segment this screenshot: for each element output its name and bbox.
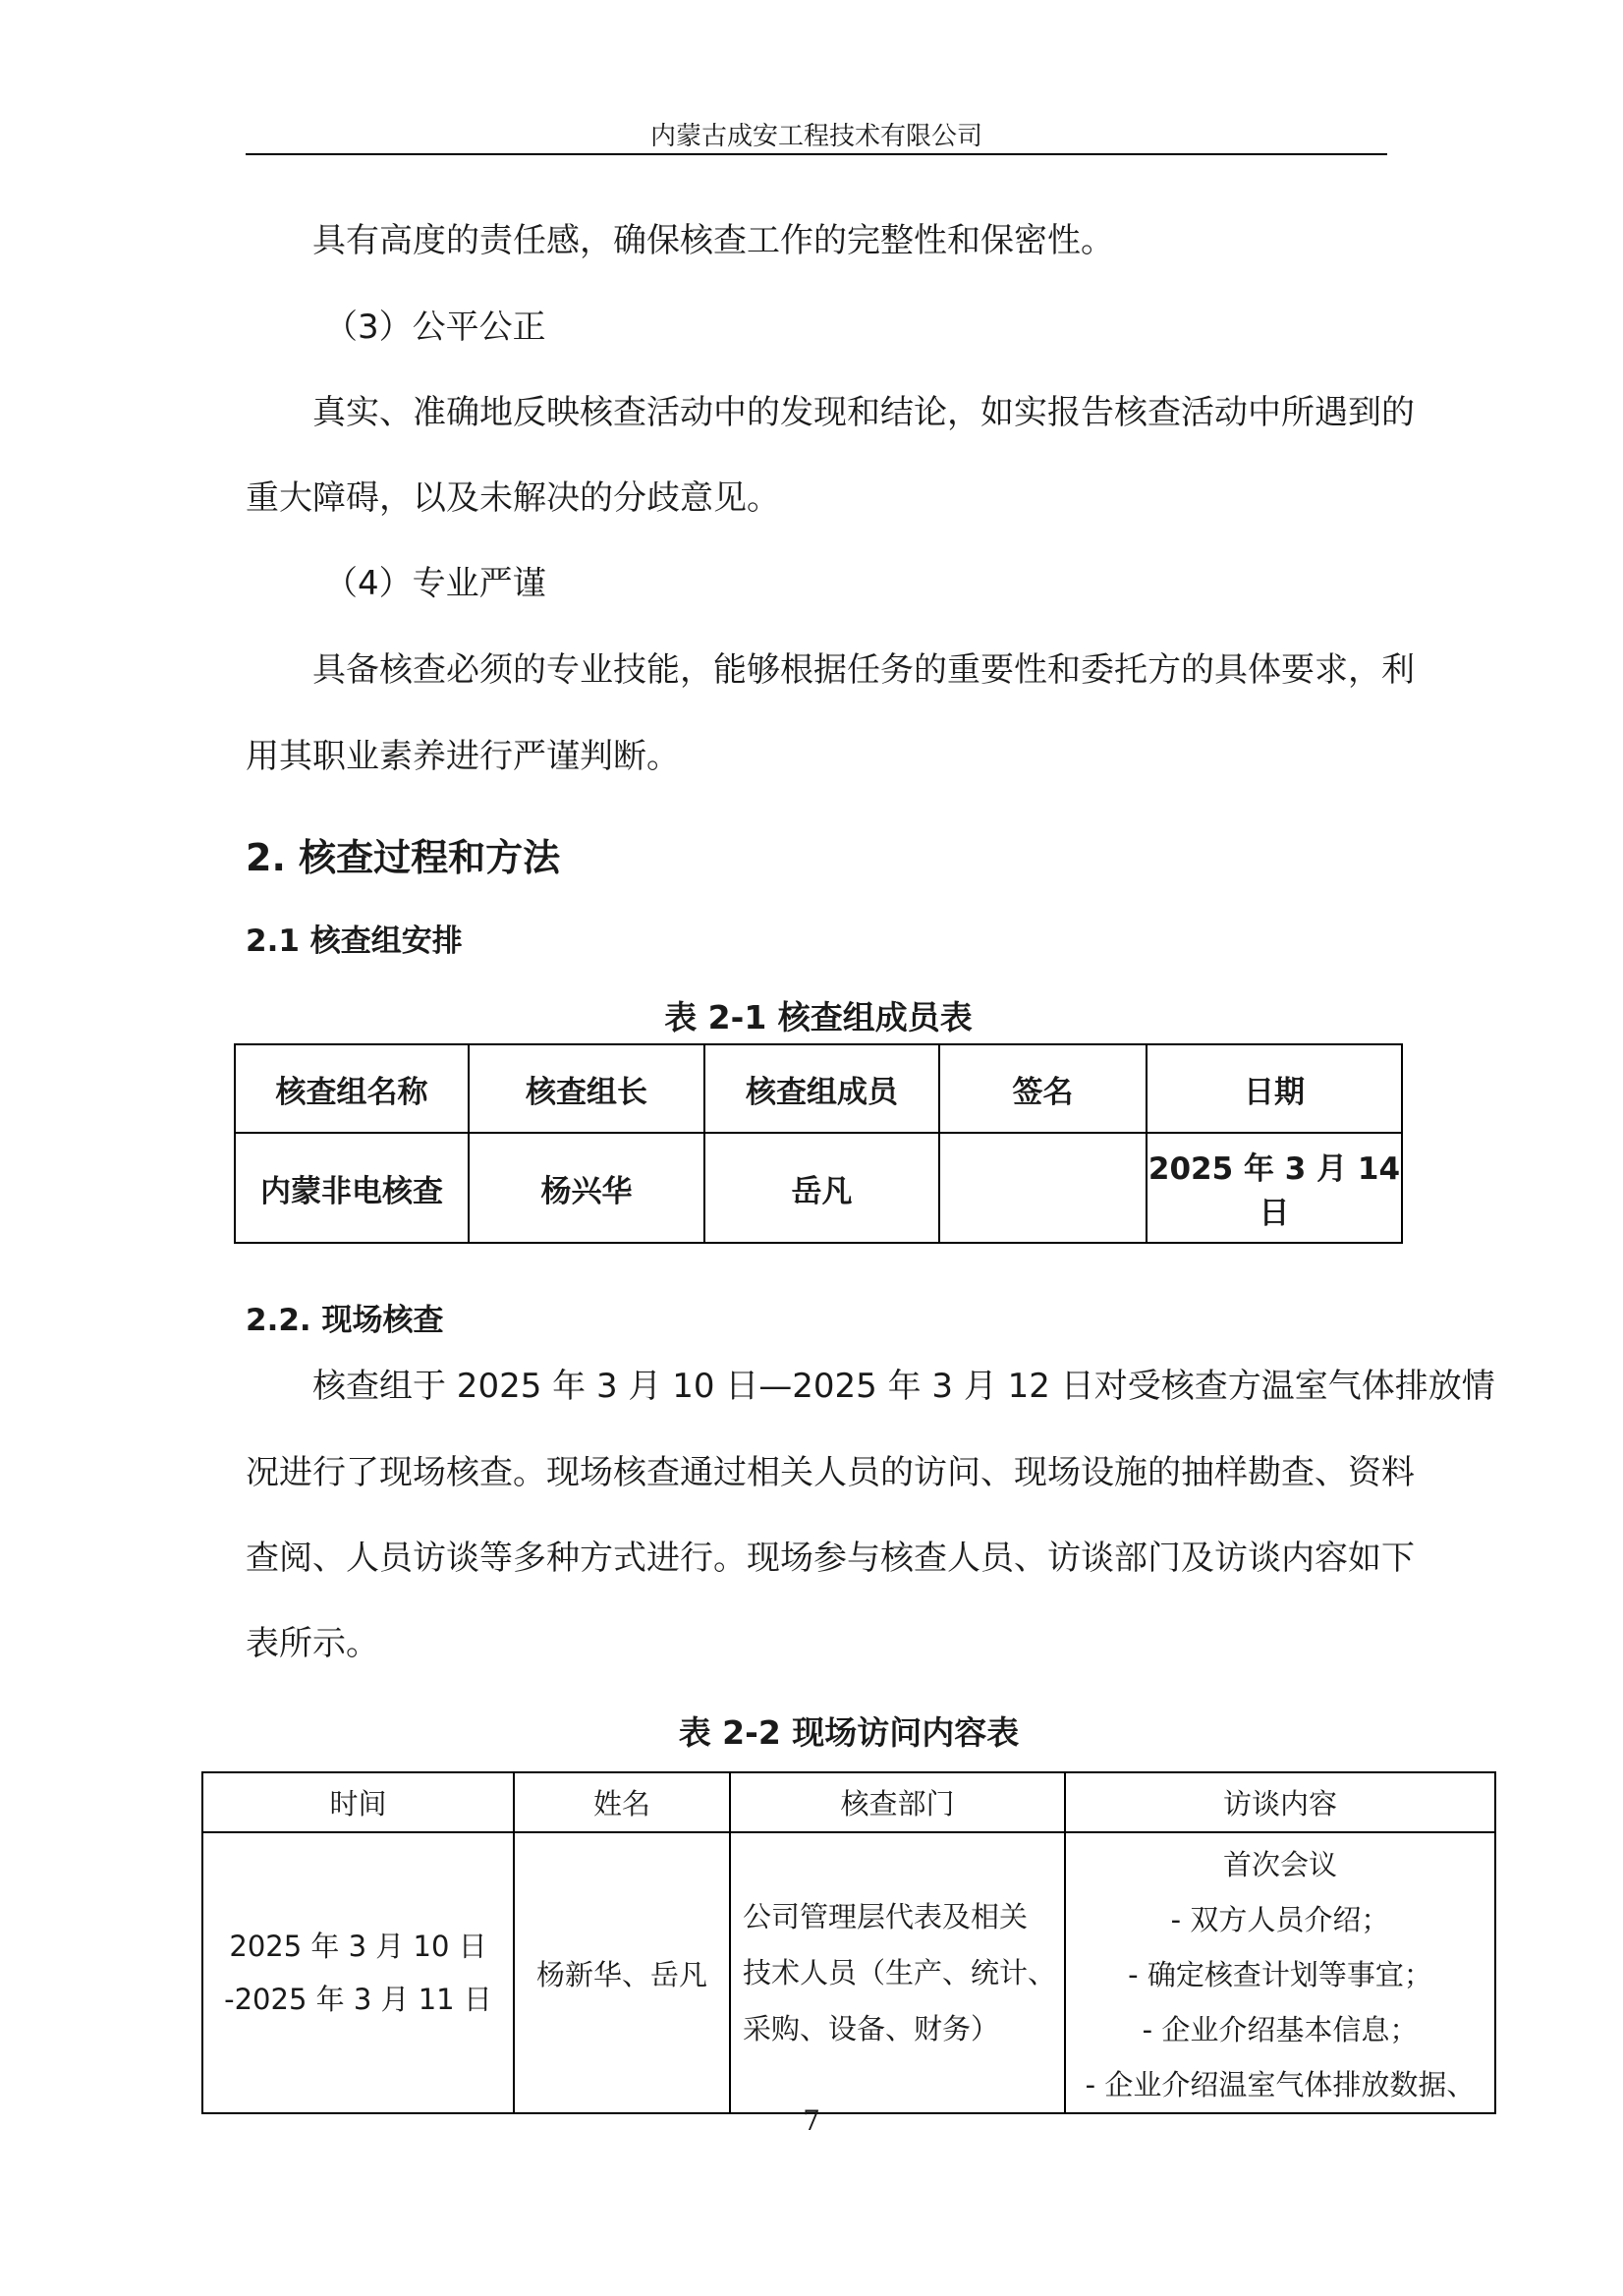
- table-header-cell: 核查组长: [469, 1044, 704, 1133]
- subsection-title-team: 2.1 核查组安排: [246, 924, 463, 959]
- dept-line: 公司管理层代表及相关: [743, 1899, 1029, 1933]
- table-cell-date: 2025 年 3 月 14 日: [1147, 1133, 1402, 1243]
- content-item: 首次会议: [1222, 1848, 1337, 1881]
- content-item: - 确定核查计划等事宜；: [1128, 1958, 1432, 1991]
- table-row: [202, 1832, 1495, 2113]
- table2-caption: 表 2-2 现场访问内容表: [678, 1713, 1020, 1752]
- table-header-cell: 核查组名称: [235, 1044, 469, 1133]
- table-header-cell: 核查部门: [730, 1772, 1065, 1832]
- subheading-professional: （4）专业严谨: [324, 564, 546, 603]
- table-header-cell: 日期: [1147, 1044, 1402, 1133]
- paragraph-line: 查阅、人员访谈等多种方式进行。现场参与核查人员、访谈部门及访谈内容如下: [246, 1539, 1415, 1578]
- table-row: [235, 1133, 1402, 1243]
- time-end: -2025 年 3 月 11 日: [224, 1983, 492, 2016]
- table-cell-interview-content: [1065, 1832, 1495, 2113]
- team-members-table: [234, 1043, 1403, 1244]
- table-header-cell: 时间: [202, 1772, 514, 1832]
- paragraph-line: 况进行了现场核查。现场核查通过相关人员的访问、现场设施的抽样勘查、资料: [246, 1453, 1415, 1492]
- table-cell-department: [730, 1832, 1065, 2113]
- time-start: 2025 年 3 月 10 日: [229, 1930, 487, 1963]
- paragraph-line: 真实、准确地反映核查活动中的发现和结论，如实报告核查活动中所遇到的: [312, 393, 1415, 432]
- table-header-row: [235, 1044, 1402, 1133]
- paragraph-line: 表所示。: [246, 1624, 379, 1663]
- table-header-cell: 访谈内容: [1065, 1772, 1495, 1832]
- dept-line: 技术人员（生产、统计、: [743, 1955, 1057, 1989]
- subsection-title-site-check: 2.2. 现场核查: [246, 1303, 444, 1338]
- table1-caption: 表 2-1 核查组成员表: [664, 998, 973, 1036]
- table-cell: 内蒙非电核查: [235, 1133, 469, 1243]
- paragraph-line: 重大障碍，以及未解决的分歧意见。: [246, 478, 780, 518]
- table-cell: 岳凡: [704, 1133, 939, 1243]
- table-header-cell: 姓名: [514, 1772, 730, 1832]
- content-item: - 企业介绍温室气体排放数据、: [1085, 2068, 1476, 2101]
- signature-cell: [939, 1133, 1147, 1243]
- dept-line: 采购、设备、财务）: [743, 2011, 1000, 2045]
- page-header-company: 内蒙古成安工程技术有限公司: [649, 122, 982, 151]
- table-cell-time: [202, 1832, 514, 2113]
- paragraph-line: 核查组于 2025 年 3 月 10 日—2025 年 3 月 12 日对受核查方温室气体排放情: [312, 1367, 1495, 1406]
- header-divider: [246, 153, 1387, 155]
- paragraph-line: 具备核查必须的专业技能，能够根据任务的重要性和委托方的具体要求，利: [312, 650, 1415, 690]
- table-header-cell: 签名: [939, 1044, 1147, 1133]
- content-item: - 双方人员介绍；: [1170, 1903, 1390, 1936]
- table-cell: 杨兴华: [469, 1133, 704, 1243]
- subheading-fairness: （3）公平公正: [324, 308, 546, 347]
- section-title: 2. 核查过程和方法: [246, 836, 561, 879]
- page-number: 7: [803, 2104, 820, 2137]
- paragraph-line: 具有高度的责任感，确保核查工作的完整性和保密性。: [312, 221, 1114, 260]
- content-item: - 企业介绍基本信息；: [1142, 2013, 1419, 2046]
- paragraph-line: 用其职业素养进行严谨判断。: [246, 737, 680, 776]
- site-visit-table: [201, 1771, 1496, 2114]
- table-cell-names: 杨新华、岳凡: [514, 1832, 730, 2113]
- table-header-cell: 核查组成员: [704, 1044, 939, 1133]
- table-header-row: [202, 1772, 1495, 1832]
